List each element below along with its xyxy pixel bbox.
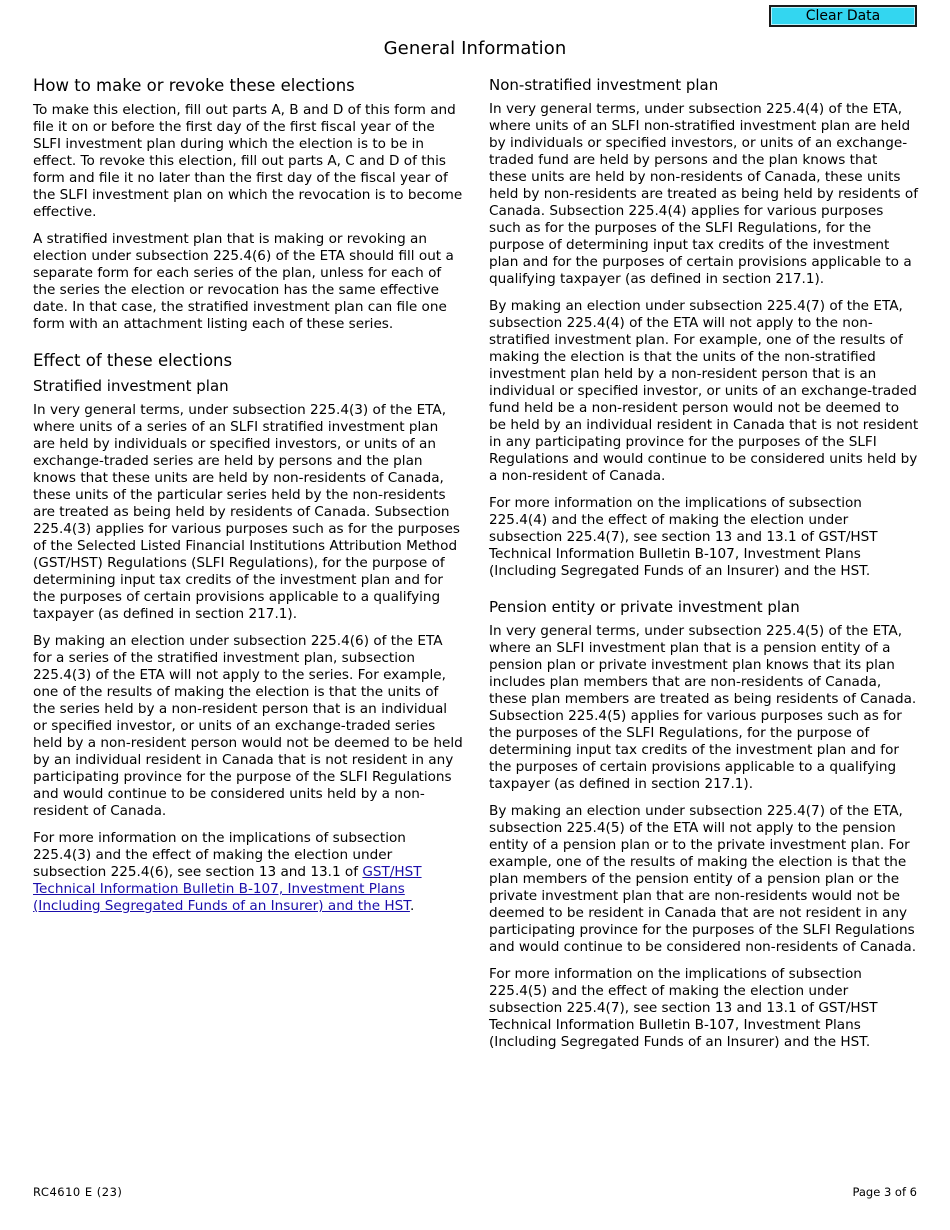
how-to-heading: How to make or revoke these elections [33,76,355,95]
stratified-paragraph-1: In very general terms, under subsection 225.4(3) of the ETA, where units of a series of an SLFI stratified investment plan are held by individuals or specified investors, or units of an exchange-traded series are held by persons and the plan knows that these units are held by non-residents of Canada, these units of the particular series held by the non-residents are treated as being held by residents of Canada. Subsection 225.4(3) applies for various purposes such as for the purposes of the Selected Listed Financial Institutions Attribution Method (GST/HST) Regulations (SLFI Regulations), for the purpose of determining input tax credits of the investment plan and for the purposes of certain provisions applicable to a qualifying taxpayer (as defined in section 217.1). [33,402,460,622]
bulletin-b107-link[interactable]: GST/HST Technical Information Bulletin B-107, Investment Plans (Including Segregated Funds of an Insurer) and the HST [33,864,422,914]
pension-paragraph-1: In very general terms, under subsection 225.4(5) of the ETA, where an SLFI investment plan that is a pension entity of a pension plan or private investment plan knows that its plan includes plan members that are non-residents of Canada, these plan members are treated as being residents of Canada. Subsection 225.4(5) applies for various purposes such as for the purposes of the SLFI Regulations, for the purpose of determining input tax credits of the investment plan and for the purposes of certain provisions applicable to a qualifying taxpayer (as defined in section 217.1). [489,623,917,792]
stratified-paragraph-3-lead: For more information on the implications of subsection 225.4(3) and the effect of making the election under subsection 225.4(6), see section 13 and 13.1 of [33,830,406,880]
left-column [33,76,463,925]
page-title: General Information [383,38,567,59]
pension-paragraph-3: For more information on the implications of subsection 225.4(5) and the effect of making the election under subsection 225.4(7), see section 13 and 13.1 of GST/HST Technical Information Bulletin B-107, Investment Plans (Including Segregated Funds of an Insurer) and the HST. [489,966,878,1050]
form-code: RC4610 E (23) [33,1185,123,1199]
stratified-heading: Stratified investment plan [33,377,229,395]
nonstratified-paragraph-2: By making an election under subsection 225.4(7) of the ETA, subsection 225.4(4) of the ETA will not apply to the non-stratified investment plan. For example, one of the results of making the election is that the units of the non-stratified investment plan held by a non-resident person that is an individual or specified investor, or units of an exchange-traded fund held be a non-resident person would not be deemed to be held by an individual resident in Canada that is not resident in any participating province for the purposes of the SLFI Regulations and would continue to be considered units held by a non-resident of Canada. [489,298,919,484]
clear-data-button[interactable]: Clear Data [769,5,917,27]
pension-heading: Pension entity or private investment plan [489,598,800,616]
how-to-paragraph-1: To make this election, fill out parts A, B and D of this form and file it on or before the first day of the first fiscal year of the SLFI investment plan during which the election is to be in effect. To revoke this election, fill out parts A, C and D of this form and file it no later than the first day of the fiscal year of the SLFI investment plan on which the revocation is to become effective. [33,102,463,220]
stratified-paragraph-2: By making an election under subsection 225.4(6) of the ETA for a series of the stratified investment plan, subsection 225.4(3) of the ETA will not apply to the series. For example, one of the results of making the election is that the units of the series held by a non-resident person that is an individual or specified investor, or units of an exchange-traded series held by a non-resident person would not be deemed to be held by an individual resident in Canada that is not resident in any participating province for the purpose of the SLFI Regulations and would continue to be considered units held by a non-resident of Canada. [33,633,463,819]
effect-heading: Effect of these elections [33,351,233,370]
right-column [489,76,919,1061]
stratified-paragraph-3 [33,830,463,915]
nonstratified-heading: Non-stratified investment plan [489,76,719,94]
page-number: Page 3 of 6 [852,1185,917,1199]
nonstratified-paragraph-3: For more information on the implications of subsection 225.4(4) and the effect of making the election under subsection 225.4(7), see section 13 and 13.1 of GST/HST Technical Information Bulletin B-107, Investment Plans (Including Segregated Funds of an Insurer) and the HST. [489,495,878,579]
stratified-paragraph-3-end: . [409,898,415,914]
pension-paragraph-2: By making an election under subsection 225.4(7) of the ETA, subsection 225.4(5) of the ETA will not apply to the pension entity of a pension plan or to the private investment plan. For example, one of the results of making the election is that the plan members of the pension entity of a pension plan or the private investment plan that are non-residents would not be deemed to be resident in Canada that are not resident in any participating province for the purposes of the SLFI Regulations and would continue to be considered non-residents of Canada. [489,803,917,955]
how-to-paragraph-2: A stratified investment plan that is making or revoking an election under subsection 225.4(6) of the ETA should fill out a separate form for each series of the plan, unless for each of the series the election or revocation has the same effective date. In that case, the stratified investment plan can file one form with an attachment listing each of these series. [33,231,454,332]
nonstratified-paragraph-1: In very general terms, under subsection 225.4(4) of the ETA, where units of an SLFI non-stratified investment plan are held by individuals or specified investors, or units of an exchange-traded fund are held by persons and the plan knows that these units are held by non-residents of Canada, these units held by non-residents are treated as being held by residents of Canada. Subsection 225.4(4) applies for various purposes such as for the purposes of the SLFI Regulations, for the purpose of determining input tax credits of the investment plan and for the purposes of certain provisions applicable to a qualifying taxpayer (as defined in section 217.1). [489,101,918,287]
